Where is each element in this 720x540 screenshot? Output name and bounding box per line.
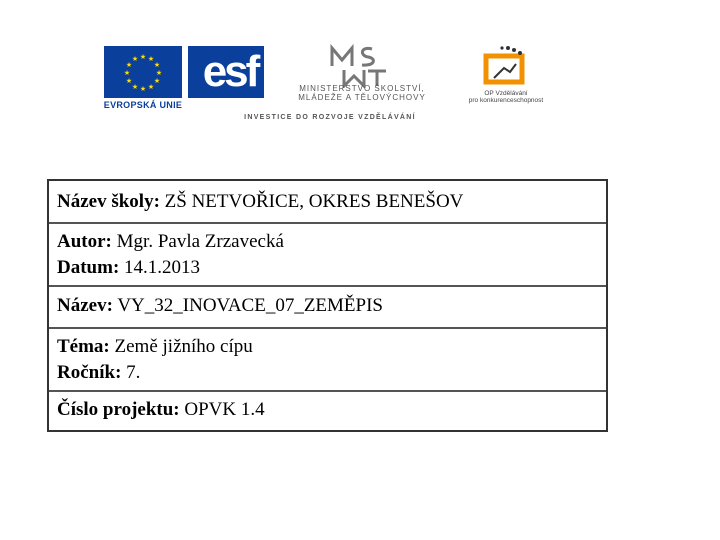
school-row — [49, 181, 606, 224]
svg-text:★: ★ — [153, 61, 161, 69]
author-value: Mgr. Pavla Zrzavecká — [111, 231, 284, 252]
grade-label: Ročník: — [57, 362, 122, 383]
svg-text:★: ★ — [131, 55, 139, 63]
school-value: ZŠ NETVOŘICE, OKRES BENEŠOV — [159, 191, 464, 212]
svg-text:★: ★ — [155, 69, 163, 77]
name-row — [49, 287, 606, 329]
eu-flag-logo — [104, 46, 182, 98]
svg-text:★: ★ — [139, 85, 147, 93]
msmt-label-2: MLÁDEŽE A TĚLOVÝCHOVY — [298, 93, 426, 102]
project-value: OPVK 1.4 — [179, 399, 265, 420]
svg-text:★: ★ — [125, 61, 133, 69]
svg-text:★: ★ — [139, 53, 147, 61]
name-value: VY_32_INOVACE_07_ZEMĚPIS — [112, 295, 383, 316]
op-label-1: OP Vzdělávání — [484, 90, 528, 97]
grade-value: 7. — [121, 362, 141, 383]
topic-grade-row — [49, 329, 606, 392]
date-value: 14.1.2013 — [119, 257, 201, 278]
author-label: Autor: — [57, 231, 112, 252]
author-date-row — [49, 224, 606, 287]
svg-text:★: ★ — [123, 69, 131, 77]
svg-text:★: ★ — [147, 83, 155, 91]
topic-label: Téma: — [57, 336, 110, 357]
esf-logo-text: esf — [202, 47, 258, 96]
date-label: Datum: — [57, 257, 120, 278]
eu-label: EVROPSKÁ UNIE — [103, 100, 183, 110]
svg-text:★: ★ — [147, 55, 155, 63]
project-row — [49, 392, 606, 430]
msmt-logo-icon — [328, 44, 388, 88]
topic-value: Země jižního cípu — [109, 336, 253, 357]
project-label: Číslo projektu: — [57, 399, 180, 420]
logo-strip — [100, 40, 570, 130]
name-label: Název: — [57, 295, 113, 316]
school-label: Název školy: — [57, 191, 160, 212]
op-label-2: pro konkurenceschopnost — [468, 97, 544, 104]
op-logo-icon — [478, 44, 530, 90]
svg-text:★: ★ — [125, 77, 133, 85]
investice-label: INVESTICE DO ROZVOJE VZDĚLÁVÁNÍ — [244, 114, 416, 121]
msmt-label-1: MINISTERSTVO ŠKOLSTVÍ, — [299, 84, 425, 93]
eu-stars-icon — [104, 46, 182, 98]
info-table — [47, 179, 608, 432]
svg-text:★: ★ — [131, 83, 139, 91]
svg-text:★: ★ — [153, 77, 161, 85]
